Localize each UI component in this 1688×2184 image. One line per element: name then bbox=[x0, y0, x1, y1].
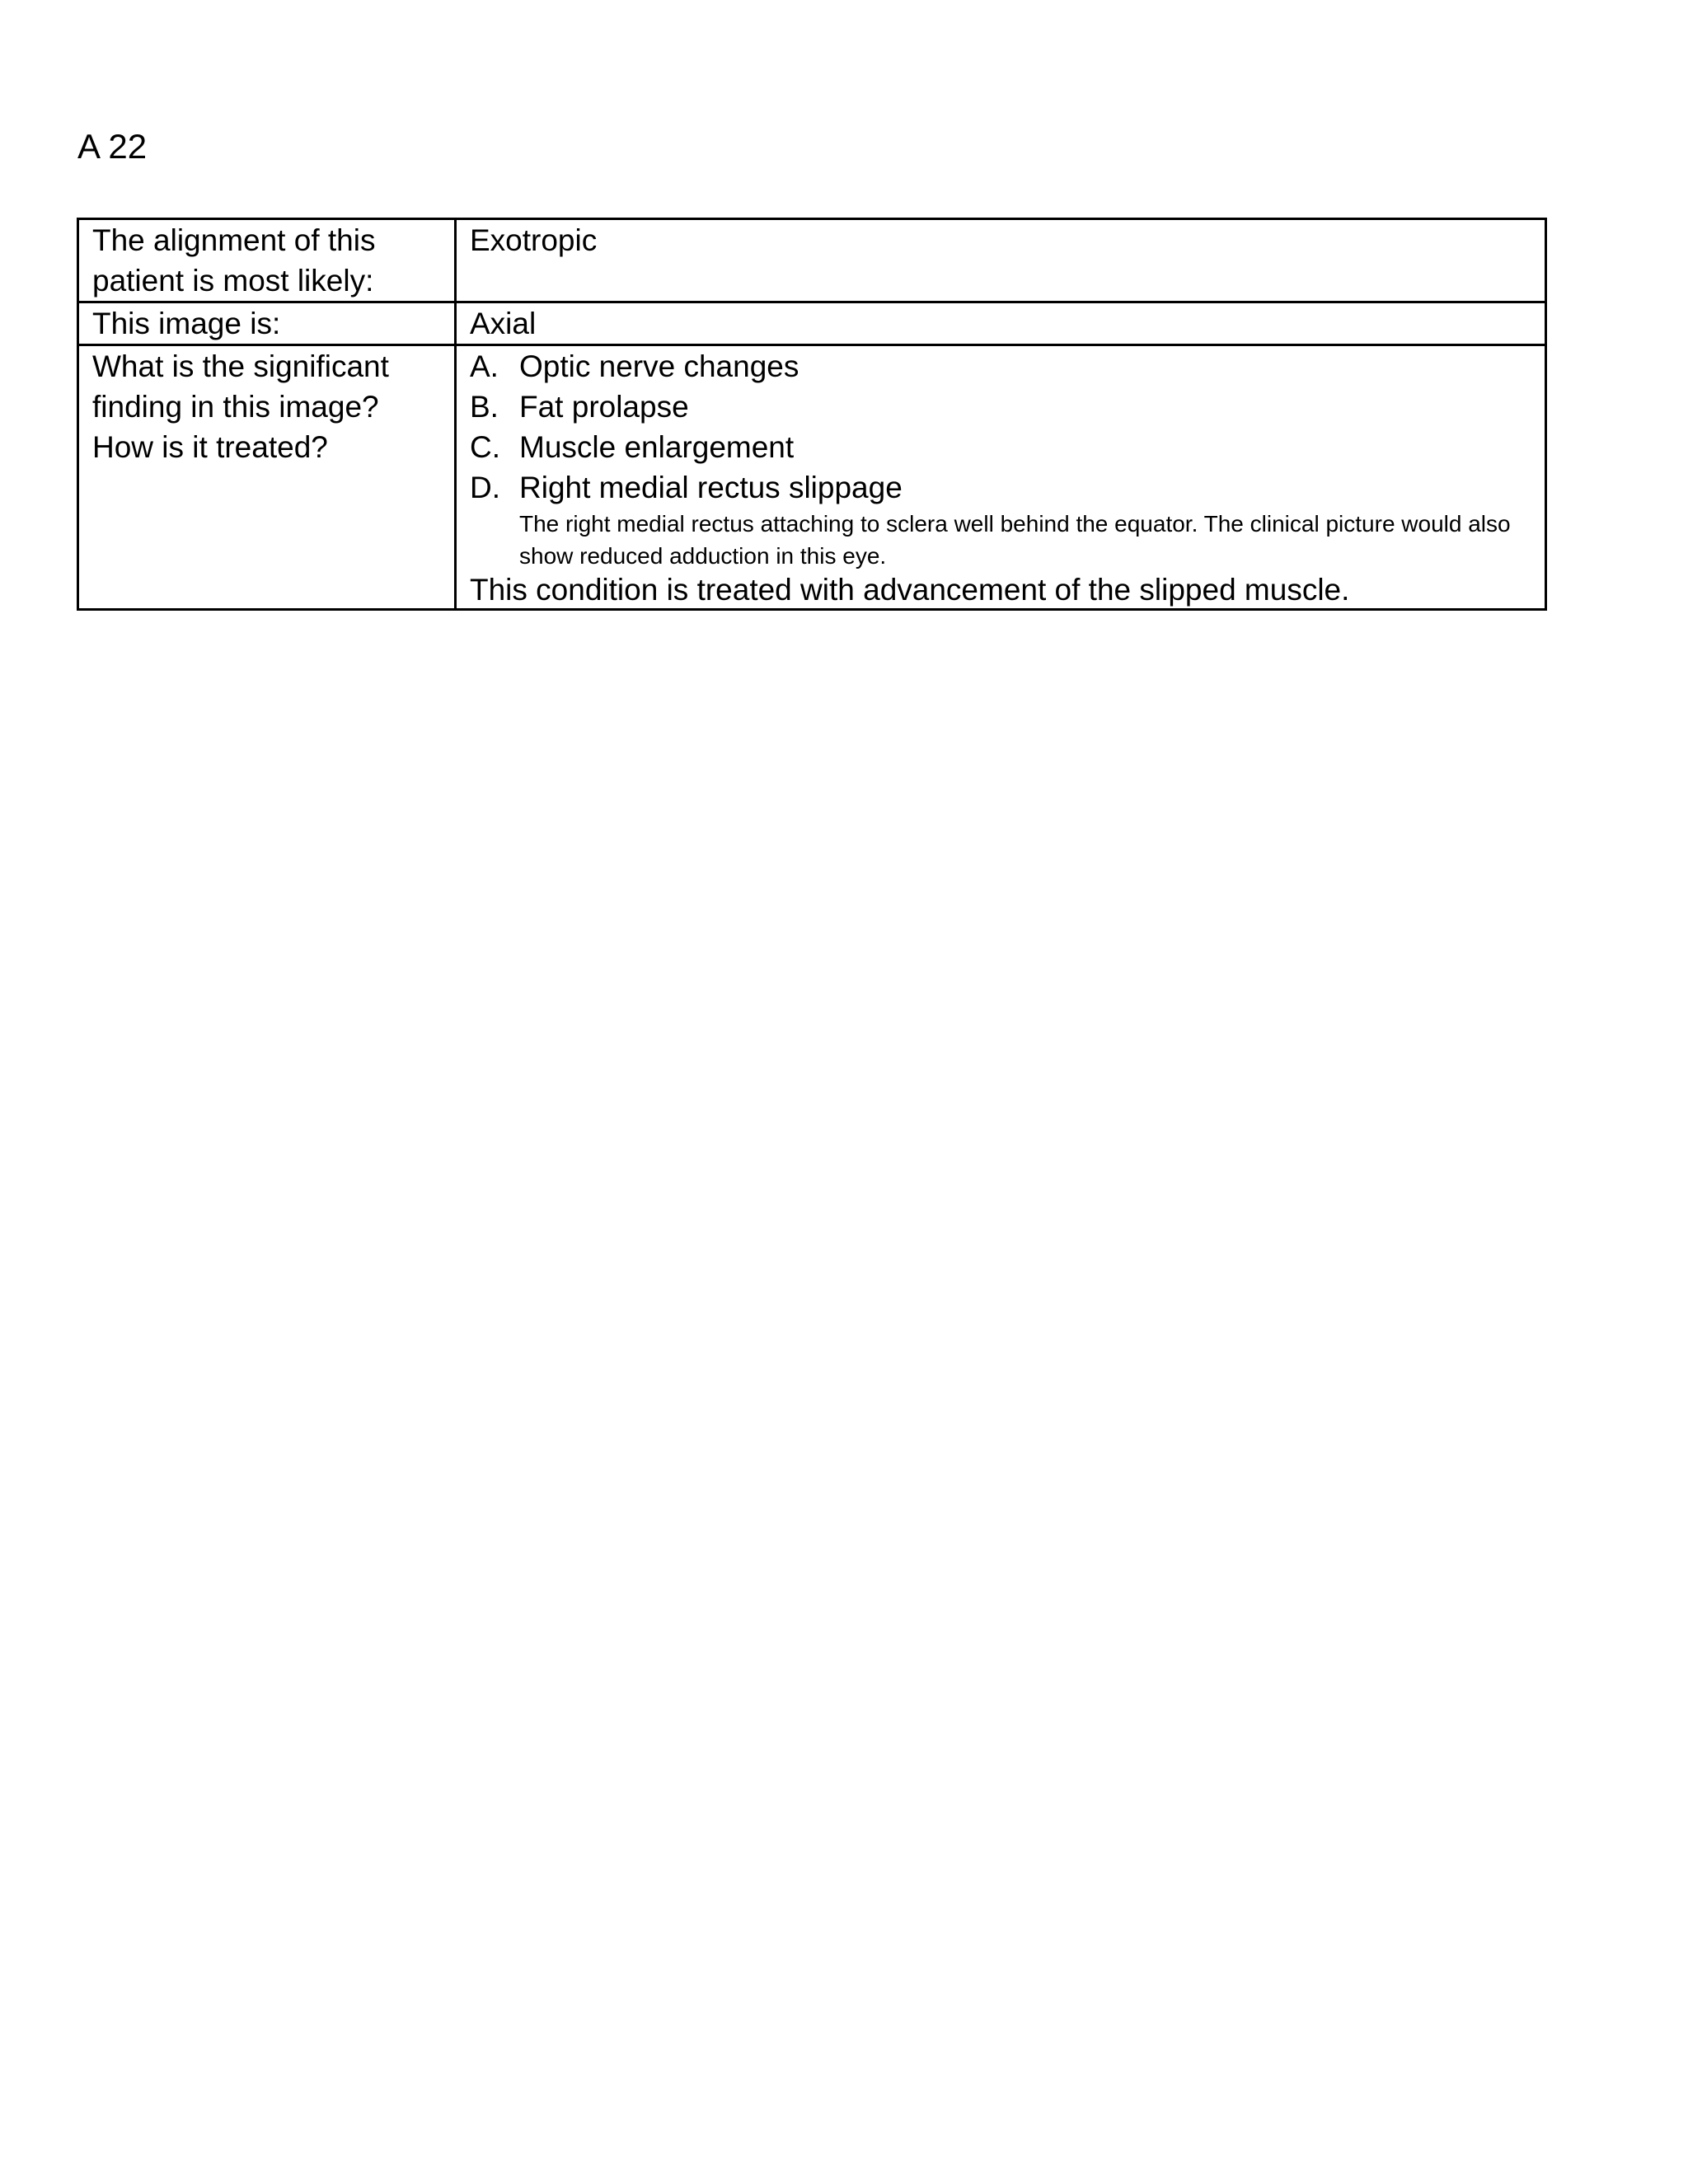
treatment-text: This condition is treated with advancement of the slipped muscle. bbox=[470, 573, 1350, 607]
answer-option bbox=[470, 387, 1531, 427]
option-letter: C. bbox=[470, 430, 500, 464]
answer-option bbox=[470, 427, 1531, 467]
question-cell bbox=[78, 345, 456, 610]
answer-text: Axial bbox=[470, 307, 537, 340]
answer-cell bbox=[456, 345, 1546, 610]
table-row-finding bbox=[78, 345, 1546, 610]
option-text: Fat prolapse bbox=[519, 390, 689, 424]
answer-text: Exotropic bbox=[470, 223, 598, 257]
question-text: finding in this image? bbox=[92, 390, 379, 424]
question-text: This image is: bbox=[92, 307, 281, 340]
question-cell bbox=[78, 302, 456, 345]
question-text: The alignment of this bbox=[92, 223, 376, 257]
question-text: patient is most likely: bbox=[92, 264, 374, 298]
table-row-image-type bbox=[78, 302, 1546, 345]
question-text: What is the significant bbox=[92, 349, 389, 383]
explanation-text: The right medial rectus attaching to sclera well behind the equator. The clinical picture would also show reduced adduction in this eye. bbox=[519, 511, 1511, 569]
option-letter: A. bbox=[470, 349, 499, 383]
option-letter: D. bbox=[470, 471, 500, 504]
option-letter: B. bbox=[470, 390, 499, 424]
answer-option bbox=[470, 467, 1531, 508]
answer-options-list bbox=[470, 346, 1531, 508]
question-answer-table bbox=[77, 218, 1547, 611]
option-text: Right medial rectus slippage bbox=[519, 471, 903, 504]
answer-option bbox=[470, 346, 1531, 387]
answer-cell bbox=[456, 302, 1546, 345]
option-text: Optic nerve changes bbox=[519, 349, 799, 383]
question-text: How is it treated? bbox=[92, 430, 328, 464]
table-row-alignment bbox=[78, 219, 1546, 302]
page-heading: A 22 bbox=[77, 127, 148, 166]
answer-cell bbox=[456, 219, 1546, 302]
option-text: Muscle enlargement bbox=[519, 430, 795, 464]
question-cell bbox=[78, 219, 456, 302]
